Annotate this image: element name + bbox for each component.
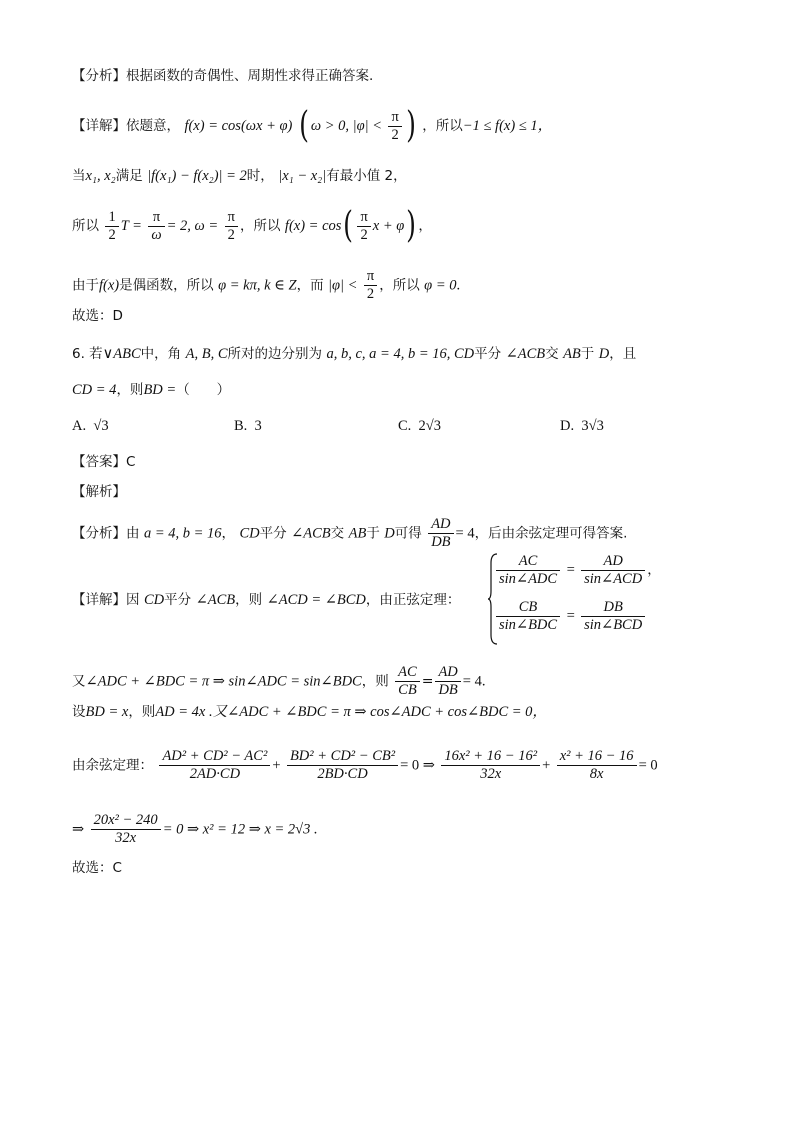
frac [581,599,645,634]
frac-num: AD [581,553,645,571]
frac-num: AC [496,553,560,571]
expr: a, b, c, a = 4, b = 16, CD [326,346,475,362]
text: 于 [366,525,380,542]
frac-den: 2 [227,226,235,243]
ac-over-cb [395,664,420,699]
frac-num: AC [395,664,420,682]
text: 又 [72,673,86,690]
expr: = 4. [462,673,486,690]
text: 是偶函数，所以 [119,277,214,294]
analysis-tag: 【分析】 [72,525,126,542]
frac-den: 2 [391,126,399,143]
ad-over-db [428,516,453,551]
option-c [398,416,441,436]
expr: = 4 [455,525,475,542]
expr: AD = 4x .又∠ADC + ∠BDC = π ⇒ cos∠ADC + cos∠BDC = 0， [155,704,547,720]
option-d [560,416,604,436]
text: 满足 [115,168,143,184]
answer-line: 【答案】C [72,454,136,470]
expr: φ = kπ, k ∈ Z [218,277,297,294]
frac-den: 2 [360,226,368,243]
frac-den: 8x [589,766,604,782]
detail-line-8 [72,748,658,783]
option-value: 3√3 [581,418,604,434]
frac-num: AD [435,664,460,682]
expr: + [272,757,281,774]
expr: ⇒ [72,821,85,838]
text: 因 [126,592,140,608]
pi-over-two [364,268,377,303]
text: ， [418,218,432,234]
analysis-line-1 [72,66,373,86]
detail-line-5 [72,590,460,610]
pi-over-two [388,109,401,144]
text: ，而 [296,277,324,294]
frac [441,748,540,783]
frac-den: 2 [108,226,116,243]
detail-line-9 [72,812,318,847]
expr: |f(x₁) − f(x₂)| = 2 [147,168,247,184]
pi-over-two [357,209,370,244]
text: ，由正弦定理： [365,592,461,608]
expr: CD [143,592,165,608]
text: ，所以 [379,277,420,294]
frac-den: sin∠BDC [499,617,558,633]
left-paren: ( [343,205,354,246]
text: 平分 [259,525,287,542]
expr: ∠ACB [505,346,546,362]
frac-num: π [388,109,401,127]
detail-line-4 [72,268,460,303]
expr: |φ| < [328,277,358,294]
frac-num: π [357,209,370,227]
frac-num: x² + 16 − 16 [557,748,637,766]
text: 平分 [164,592,192,608]
frac [159,748,270,783]
frac-den: ω [151,226,162,243]
frac-num: AD² + CD² − AC² [159,748,270,766]
expr: A, B, C [185,346,228,362]
detail-line-2 [72,166,407,186]
text: ，则 [116,382,144,398]
text: ，所以 [239,218,281,234]
detail-post: ，所以 [422,118,463,134]
detail-tag: 【详解】 [72,118,126,134]
expr: D [598,346,610,362]
frac-den: sin∠BCD [584,617,643,633]
system-row-2: $\frac{CB}{\text{sin∠BDC}}$ = $\frac{DB}{\text{sin∠BCD}}$ [494,599,661,645]
text: 所对的边分别为 [227,346,323,362]
frac-den: DB [438,682,458,698]
frac-den: 2 [366,286,375,302]
option-a [72,416,109,436]
expr: BD = [143,382,177,398]
frac-num: CB [496,599,560,617]
expr: AB [563,346,581,362]
frac [496,599,560,634]
expr: ∠ACB [291,525,331,542]
frac-den: 32x [480,766,502,782]
frac-num: π [225,209,238,227]
jiexi-line: 【解析】 [72,484,126,500]
frac-num: π [364,268,377,286]
text: 设 [72,704,86,720]
vars: x₁, x₂ [85,168,116,184]
frac-den: 2BD·CD [317,766,368,782]
text: 平分 [474,346,502,362]
expr: x + φ [372,218,405,234]
ad-over-db [435,664,460,699]
expr: + [542,757,551,774]
range-expr: −1 ≤ f(x) ≤ 1， [462,118,553,134]
frac-den: 32x [115,830,137,846]
function-def: f(x) = cos(ωx + φ) [184,118,293,134]
frac-den: 2AD·CD [189,766,241,782]
text: ，则 [235,592,263,608]
expr: φ = 0 [424,277,457,294]
expr: BD = x [85,704,129,720]
frac [287,748,398,783]
frac-num: DB [581,599,645,617]
choice-line-2: 故选：C [72,860,122,876]
expr: |x₁ − x₂| [278,168,327,184]
choice-line-1: 故选：D [72,308,123,324]
expr: f(x) [99,277,120,294]
question-line-1 [72,344,636,364]
text: 由余弦定理： [72,757,153,774]
left-paren: ( [298,105,309,146]
text: 由 [126,525,140,542]
text: ，后由余弦定理可得答案. [474,525,628,542]
text: 交 [545,346,559,362]
frac [557,748,637,783]
text: 当 [72,168,86,184]
text: 有最小值 2， [326,168,407,184]
expr: AB [348,525,367,542]
text: ， [221,525,236,542]
pi-over-two [225,209,238,244]
frac-den: sin∠ADC [499,571,558,587]
analysis-tag: 【分析】 [72,68,126,84]
text: . [456,277,461,294]
text: 由于 [72,277,99,294]
text: 交 [330,525,345,542]
expr: ∠ADC + ∠BDC = π ⇒ sin∠ADC = sin∠BDC [85,673,362,690]
frac-den: DB [431,534,451,550]
condition: ω > 0, |φ| < [310,118,383,134]
frac-num: 1 [105,209,118,227]
text: ，则 [128,704,156,720]
expr: = 2, ω = [166,218,219,234]
detail-line-1 [72,105,553,146]
expr: = 0 ⇒ x² = 12 ⇒ x = 2√3 . [162,821,318,838]
sine-law-system [494,553,661,645]
expr: ∠ACB [195,592,236,608]
text: 中，角 [140,346,182,362]
frac-num: 20x² − 240 [91,812,161,830]
frac-num: 16x² + 16 − 16² [441,748,540,766]
frac [496,553,560,588]
expr: ∨ABC [102,346,141,362]
text: ，则 [361,673,389,690]
question-number: 6. 若 [72,346,103,362]
expr: CD = 4 [72,382,117,398]
frac [91,812,161,847]
expr: f(x) = cos [284,218,342,234]
option-value: 3 [254,418,262,434]
text: ， [647,561,661,578]
detail-line-7 [72,702,547,722]
expr: a = 4, b = 16 [143,525,222,542]
question-line-2 [72,380,230,400]
right-paren: ) [406,205,417,246]
expr: = 0 [638,757,658,774]
option-value: 2√3 [418,418,442,434]
text: 时， [246,168,274,184]
text: 于 [580,346,595,362]
frac [581,553,645,588]
text: 所以 [72,218,99,234]
answer-blank: （ ） [176,382,231,398]
half [105,209,118,244]
analysis-text: 根据函数的奇偶性、周期性求得正确答案. [126,68,374,84]
options-row [72,416,712,438]
expr: T = [120,218,142,234]
expr: CD [239,525,260,542]
frac-num: AD [428,516,453,534]
option-label: B. [234,418,248,434]
frac-den: CB [398,682,417,698]
frac-den: sin∠ACD [584,571,643,587]
expr: ∠ACD = ∠BCD [266,592,366,608]
detail-line-6: 又∠ADC + ∠BDC = π ⇒ sin∠ADC = sin∠BDC，则 $\frac{AC}{CB}$ = $\frac{AD}{DB}$ = 4. [72,664,486,698]
detail-line-3 [72,205,432,246]
option-label: D. [560,418,575,434]
expr: = 0 ⇒ [400,757,435,774]
frac-num: π [148,209,164,227]
system-row-1: $\frac{AC}{\text{sin∠ADC}}$ = $\frac{AD}{\text{sin∠ACD}}$ ， [494,553,661,599]
detail-pre: 依题意， [126,118,180,134]
right-paren: ) [405,105,416,146]
text: 可得 [394,525,422,542]
frac-num: BD² + CD² − CB² [287,748,398,766]
option-label: C. [398,418,412,434]
pi-over-omega [148,209,164,244]
text: ，且 [609,346,637,362]
detail-tag: 【详解】 [72,592,126,608]
option-value: √3 [93,418,109,434]
option-label: A. [72,418,87,434]
option-b [234,416,262,436]
expr: D [384,525,395,542]
analysis-line-2 [72,516,627,551]
